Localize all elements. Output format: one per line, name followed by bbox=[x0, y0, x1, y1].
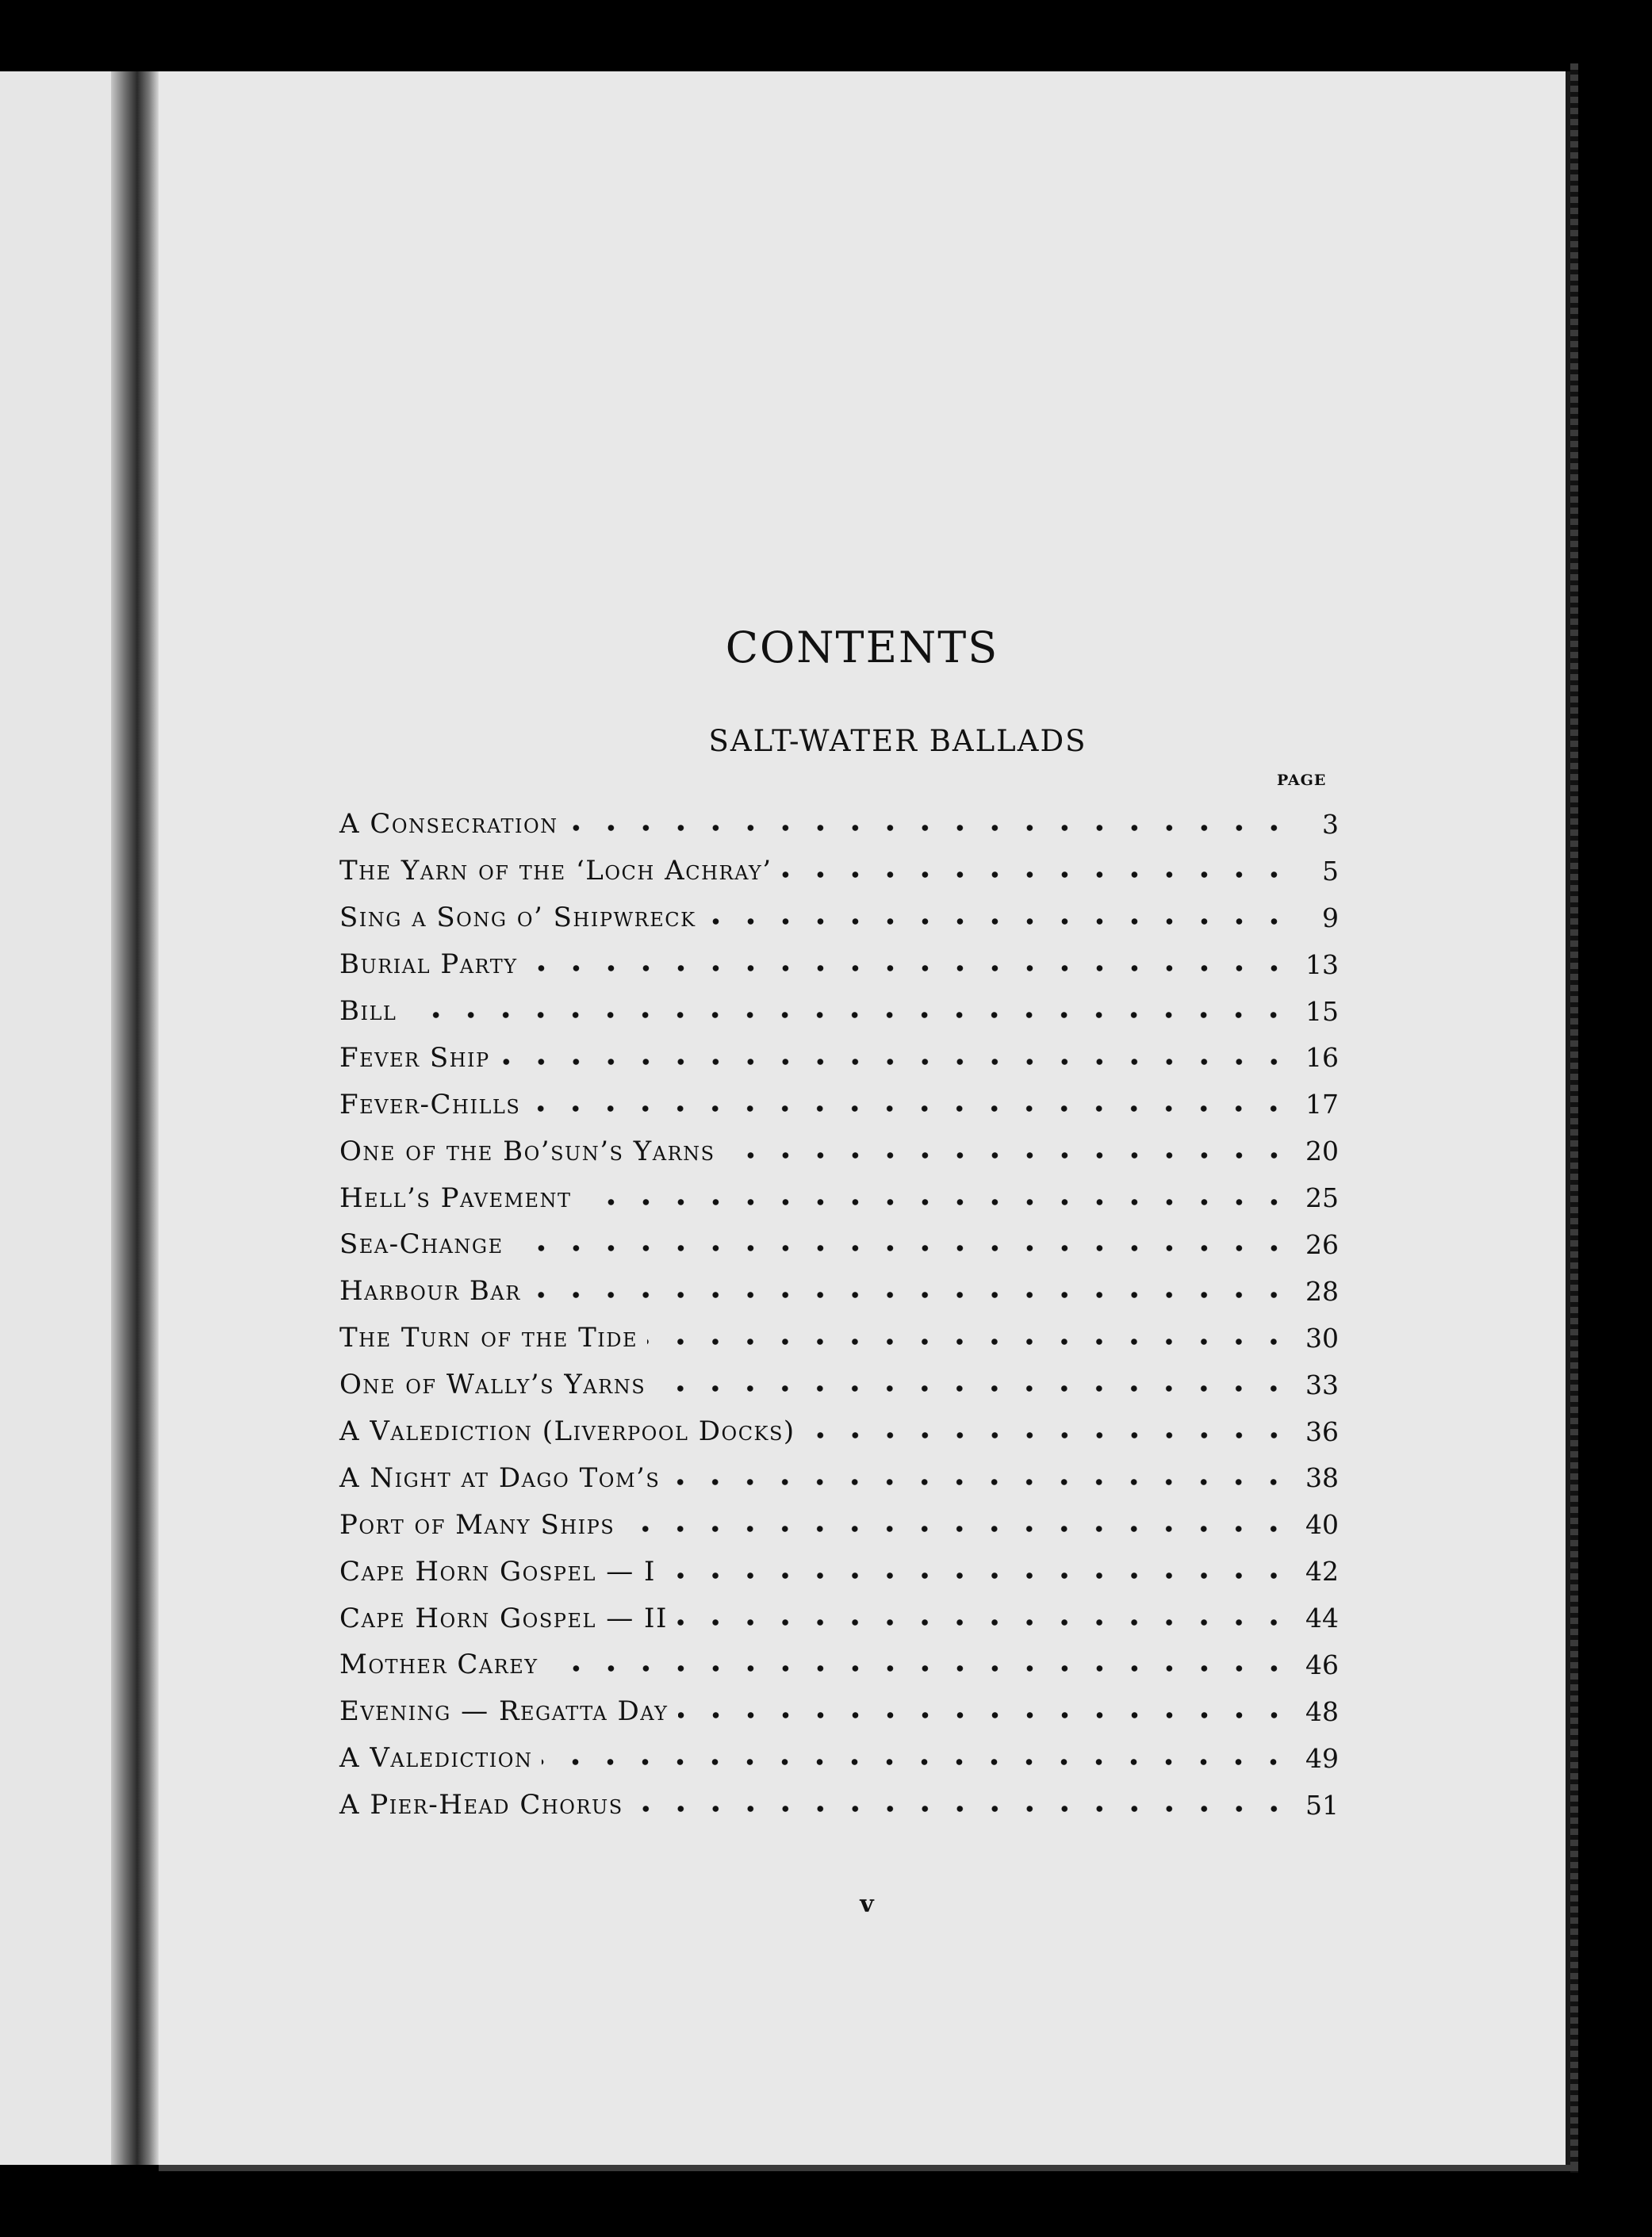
toc-entry-page: 42 bbox=[1305, 1556, 1339, 1588]
toc-entry bbox=[339, 941, 1339, 988]
dot-leader bbox=[513, 1243, 1291, 1253]
section-heading: SALT-WATER BALLADS bbox=[708, 724, 1087, 758]
toc-entry bbox=[339, 1408, 1339, 1455]
toc-entry-page: 9 bbox=[1322, 902, 1339, 933]
toc-entry bbox=[339, 1034, 1339, 1081]
dot-leader bbox=[677, 1618, 1291, 1627]
dot-leader bbox=[669, 1477, 1291, 1487]
toc-entry-title: Fever-Chills bbox=[339, 1089, 530, 1120]
toc-entry bbox=[339, 1548, 1339, 1595]
toc-entry-title: A Consecration bbox=[339, 808, 568, 840]
toc-entry-page: 17 bbox=[1305, 1089, 1339, 1120]
toc-entry-title: Sea-Change bbox=[339, 1228, 513, 1260]
dot-leader bbox=[647, 1337, 1291, 1346]
dot-leader bbox=[542, 1757, 1291, 1767]
dot-leader bbox=[782, 870, 1291, 879]
toc-entry-page: 51 bbox=[1305, 1789, 1339, 1821]
dot-leader bbox=[530, 1104, 1291, 1113]
toc-entry bbox=[339, 1501, 1339, 1548]
toc-entry-title: Hell’s Pavement bbox=[339, 1182, 581, 1214]
page-folio: v bbox=[860, 1890, 874, 1918]
dot-leader bbox=[548, 1664, 1291, 1673]
dot-leader bbox=[678, 1710, 1292, 1720]
toc-entry-title: A Valediction (Liverpool Docks) bbox=[339, 1415, 805, 1447]
toc-entry bbox=[339, 1081, 1339, 1128]
toc-entry-page: 44 bbox=[1305, 1603, 1339, 1634]
toc-entry-title: Port of Many Ships bbox=[339, 1509, 624, 1541]
contents-page bbox=[159, 71, 1570, 2165]
toc-entry-page: 38 bbox=[1305, 1462, 1339, 1494]
toc-entry bbox=[339, 1595, 1339, 1641]
toc-entry bbox=[339, 1268, 1339, 1315]
toc-entry-page: 16 bbox=[1305, 1042, 1339, 1074]
toc-entry bbox=[339, 1782, 1339, 1829]
toc-entry bbox=[339, 988, 1339, 1035]
table-of-contents bbox=[339, 801, 1339, 1829]
toc-entry-title: The Yarn of the ‘Loch Achray’ bbox=[339, 855, 782, 887]
toc-entry-page: 13 bbox=[1305, 948, 1339, 980]
toc-entry-page: 26 bbox=[1305, 1228, 1339, 1260]
dot-leader bbox=[665, 1571, 1291, 1580]
toc-entry bbox=[339, 1641, 1339, 1688]
toc-entry bbox=[339, 1454, 1339, 1501]
toc-entry-title: Evening — Regatta Day bbox=[339, 1695, 678, 1727]
toc-entry-page: 36 bbox=[1305, 1415, 1339, 1447]
toc-entry bbox=[339, 848, 1339, 894]
toc-entry-title: One of the Bo’sun’s Yarns bbox=[339, 1136, 725, 1167]
dot-leader bbox=[527, 963, 1291, 973]
toc-entry-page: 48 bbox=[1305, 1695, 1339, 1727]
dot-leader bbox=[406, 1010, 1291, 1020]
page-column-label: PAGE bbox=[1277, 772, 1327, 789]
toc-entry-page: 15 bbox=[1305, 995, 1339, 1027]
toc-entry-title: A Night at Dago Tom’s bbox=[339, 1462, 669, 1494]
dot-leader bbox=[531, 1290, 1291, 1300]
toc-entry bbox=[339, 1128, 1339, 1174]
toc-entry-title: Sing a Song o’ Shipwreck bbox=[339, 902, 706, 933]
dot-leader bbox=[568, 823, 1291, 833]
toc-entry-title: Cape Horn Gospel — I bbox=[339, 1556, 665, 1588]
toc-entry-page: 28 bbox=[1305, 1275, 1339, 1307]
toc-entry-page: 33 bbox=[1305, 1369, 1339, 1400]
dot-leader bbox=[725, 1151, 1291, 1160]
toc-entry bbox=[339, 801, 1339, 848]
toc-entry-page: 25 bbox=[1305, 1182, 1339, 1214]
toc-entry-title: Burial Party bbox=[339, 948, 527, 980]
dot-leader bbox=[655, 1384, 1291, 1393]
toc-entry bbox=[339, 1735, 1339, 1782]
toc-entry-page: 49 bbox=[1305, 1742, 1339, 1774]
toc-entry-page: 46 bbox=[1305, 1649, 1339, 1680]
dot-leader bbox=[633, 1804, 1291, 1814]
toc-entry-title: One of Wally’s Yarns bbox=[339, 1369, 655, 1400]
toc-entry-title: The Turn of the Tide bbox=[339, 1322, 647, 1354]
toc-entry-title: Cape Horn Gospel — II bbox=[339, 1603, 677, 1634]
toc-entry bbox=[339, 1362, 1339, 1408]
dot-leader bbox=[624, 1524, 1291, 1534]
dot-leader bbox=[805, 1431, 1291, 1440]
page-title: CONTENTS bbox=[725, 622, 999, 672]
page-fore-edge bbox=[1570, 63, 1578, 2173]
toc-entry-title: Mother Carey bbox=[339, 1649, 548, 1680]
toc-entry-page: 3 bbox=[1322, 808, 1339, 840]
toc-entry-page: 5 bbox=[1322, 855, 1339, 887]
toc-entry-title: Bill bbox=[339, 995, 406, 1027]
toc-entry bbox=[339, 1174, 1339, 1221]
toc-entry-page: 40 bbox=[1305, 1509, 1339, 1541]
dot-leader bbox=[706, 917, 1291, 926]
dot-leader bbox=[581, 1197, 1291, 1207]
toc-entry bbox=[339, 1315, 1339, 1362]
toc-entry-title: Harbour Bar bbox=[339, 1275, 531, 1307]
toc-entry bbox=[339, 1688, 1339, 1735]
toc-entry-title: Fever Ship bbox=[339, 1042, 500, 1074]
toc-entry-page: 20 bbox=[1305, 1136, 1339, 1167]
toc-entry bbox=[339, 1221, 1339, 1268]
toc-entry-title: A Pier-Head Chorus bbox=[339, 1789, 633, 1821]
toc-entry-title: A Valediction bbox=[339, 1742, 542, 1774]
toc-entry bbox=[339, 894, 1339, 941]
dot-leader bbox=[500, 1057, 1291, 1067]
book-gutter bbox=[111, 71, 159, 2165]
toc-entry-page: 30 bbox=[1305, 1322, 1339, 1354]
